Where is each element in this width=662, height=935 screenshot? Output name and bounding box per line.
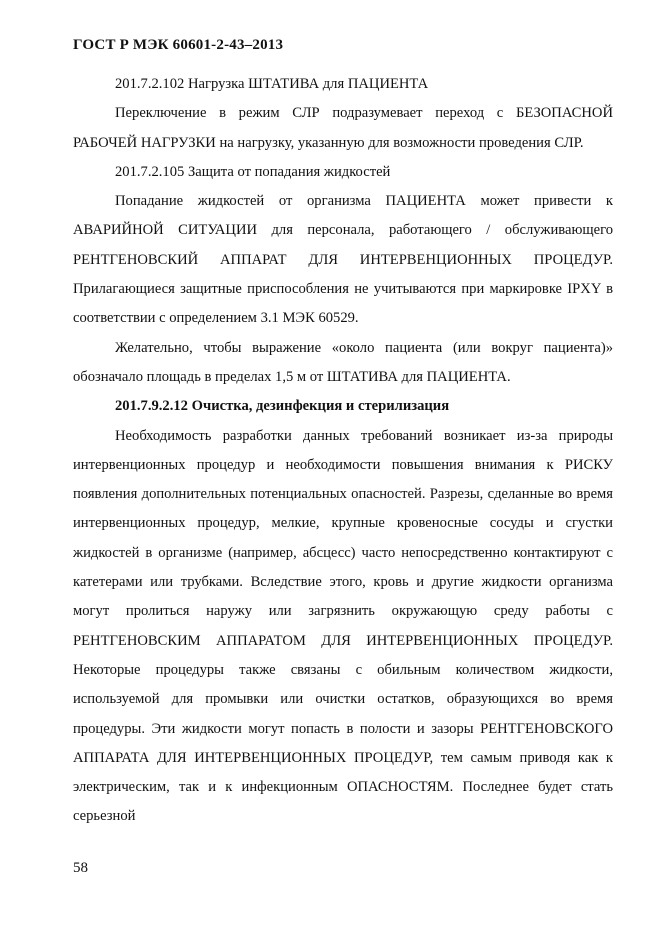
paragraph-cleaning-rationale: Необходимость разработки данных требований возникает из-за природы интервенционных процедур и необходимости повышения внимания к РИСКУ появления дополнительных потенциальных опасностей. Разрезы, сделанные во время интервенционных процедур, мелкие, крупные кровеносные сосуды и сгустки жидкостей в организме (например, абсцесс) часто непосредственно контактируют с катетерами или трубками. Вследствие этого, кровь и другие жидкости организма могут пролиться наружу или загрязнить окружающую среду работы с РЕНТГЕНОВСКИМ АППАРАТОМ ДЛЯ ИНТЕРВЕНЦИОННЫХ ПРОЦЕДУР. Некоторые процедуры также связаны с обильным количеством жидкости, используемой для промывки или очистки остатков, образующихся во время процедуры. Эти жидкости могут попасть в полости и зазоры РЕНТГЕНОВСКОГО АППАРАТА ДЛЯ ИНТЕРВЕНЦИОННЫХ ПРОЦЕДУР, тем самым приводя как к электрическим, так и к инфекционным ОПАСНОСТЯМ. Последнее будет стать серьезной (73, 427, 613, 825)
paragraph-cpr-load: Переключение в режим СЛР подразумевает переход с БЕЗОПАСНОЙ РАБОЧЕЙ НАГРУЗКИ на нагрузку, указанную для возможности проведения СЛР. (73, 105, 613, 151)
document-body (73, 70, 613, 832)
paragraph-near-patient: Желательно, чтобы выражение «около пациента (или вокруг пациента)» обозначало площадь в пределах 1,5 м от ШТАТИВА для ПАЦИЕНТА. (73, 339, 613, 385)
paragraph-fluid-ingress: Попадание жидкостей от организма ПАЦИЕНТА может привести к АВАРИЙНОЙ СИТУАЦИИ для персонала, работающего / обслуживающего РЕНТГЕНОВСКИЙ АППАРАТ ДЛЯ ИНТЕРВЕНЦИОННЫХ ПРОЦЕДУР. Прилагающиеся защитные приспособления не учитываются при маркировке IPXY в соответствии с определением 3.1 МЭК 60529. (73, 193, 613, 327)
clause-heading-105: 201.7.2.105 Защита от попадания жидкостей (115, 163, 391, 180)
standard-header: ГОСТ Р МЭК 60601-2-43–2013 (73, 37, 284, 53)
page-number: 58 (73, 860, 88, 876)
clause-heading-102: 201.7.2.102 Нагрузка ШТАТИВА для ПАЦИЕНТА (115, 76, 429, 92)
section-heading-cleaning: 201.7.9.2.12 Очистка, дезинфекция и стерилизация (115, 398, 450, 415)
